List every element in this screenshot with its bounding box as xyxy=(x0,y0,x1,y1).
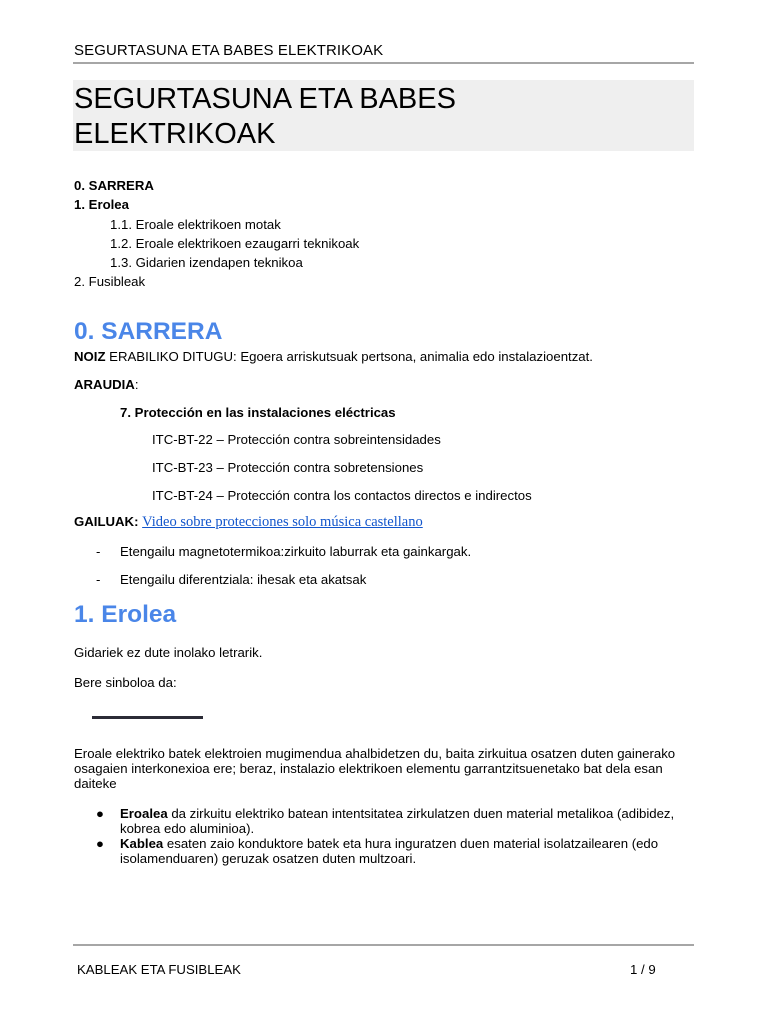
gailuak-paragraph xyxy=(74,514,423,531)
document-title-box xyxy=(73,80,694,151)
table-of-contents xyxy=(74,176,359,292)
toc-item-erolea[interactable]: 1. Erolea xyxy=(74,197,129,213)
definition-text: esaten zaio konduktore batek eta hura inguratzen duen material isolatzailearen (edo isolamenduaren) geruzak osatzen duten multzoari. xyxy=(120,836,659,866)
running-header: SEGURTASUNA ETA BABES ELEKTRIKOAK xyxy=(74,42,384,59)
toc-item-gidarien-izendapena[interactable]: 1.3. Gidarien izendapen teknikoa xyxy=(110,255,303,271)
itc-item-24: ITC-BT-24 – Protección contra los contactos directos e indirectos xyxy=(152,488,532,503)
gailuak-label: GAILUAK: xyxy=(74,514,139,529)
term-kablea: Kablea xyxy=(120,836,164,851)
video-link[interactable]: Video sobre protecciones solo música castellano xyxy=(142,514,423,530)
document-title-line1: SEGURTASUNA ETA BABES xyxy=(74,83,456,115)
noiz-paragraph xyxy=(74,349,593,364)
noiz-text: ERABILIKO DITUGU: Egoera arriskutsuak pertsona, animalia edo instalazioentzat. xyxy=(105,349,593,364)
page-number: 1 / 9 xyxy=(630,962,656,977)
term-eroalea: Eroalea xyxy=(120,806,168,821)
device-item-diferentziala xyxy=(96,572,366,587)
dash-bullet: - xyxy=(96,544,101,559)
erolea-paragraph-2: Bere sinboloa da: xyxy=(74,675,177,690)
bullet-dot: ● xyxy=(96,806,104,821)
device-text: Etengailu magnetotermikoa:zirkuito laburrak eta gainkargak. xyxy=(120,544,472,559)
list-item xyxy=(96,836,696,866)
conductor-symbol xyxy=(92,716,203,719)
document-title-line2: ELEKTRIKOAK xyxy=(74,118,276,150)
toc-item-sarrera[interactable]: 0. SARRERA xyxy=(74,178,154,193)
definition-text: da zirkuitu elektriko batean intentsitatea zirkulatzen duen material metalikoa (adibidez, kobrea edo aluminioa). xyxy=(120,806,675,836)
toc-item-eroale-ezaugarriak[interactable]: 1.2. Eroale elektrikoen ezaugarri teknikoak xyxy=(110,235,360,251)
section-heading-erolea: 1. Erolea xyxy=(74,601,177,628)
header-divider xyxy=(73,62,694,64)
document-title xyxy=(74,82,456,152)
section7-heading: 7. Protección en las instalaciones eléctricas xyxy=(120,405,396,420)
section-heading-sarrera: 0. SARRERA xyxy=(74,318,223,345)
bullet-dot: ● xyxy=(96,836,104,851)
erolea-paragraph-1: Gidariek ez dute inolako letrarik. xyxy=(74,645,263,660)
noiz-label: NOIZ xyxy=(74,349,106,364)
list-item xyxy=(96,806,696,836)
toc-item-fusibleak[interactable]: 2. Fusibleak xyxy=(74,274,146,290)
araudia-colon: : xyxy=(134,377,139,392)
araudia-label: ARAUDIA xyxy=(74,377,135,392)
footer-divider xyxy=(73,944,694,946)
erolea-paragraph-3: Eroale elektriko batek elektroien mugimendua ahalbidetzen du, baita zirkuitua osatzen duten gainerako osagaien interkonexioa ere; beraz, instalazio elektrikoen elementu garrantzitsuenetako bat dela esan daiteke xyxy=(74,746,676,791)
toc-item-eroale-motak[interactable]: 1.1. Eroale elektrikoen motak xyxy=(110,216,281,232)
running-footer: KABLEAK ETA FUSIBLEAK xyxy=(77,962,241,977)
araudia-paragraph xyxy=(74,377,138,392)
device-text: Etengailu diferentziala: ihesak eta akatsak xyxy=(120,572,367,587)
itc-item-22: ITC-BT-22 – Protección contra sobreintensidades xyxy=(152,432,441,447)
dash-bullet: - xyxy=(96,572,101,587)
itc-item-23: ITC-BT-23 – Protección contra sobretensiones xyxy=(152,460,424,475)
definition-list xyxy=(96,806,696,866)
device-item-magnetotermikoa xyxy=(96,544,471,559)
